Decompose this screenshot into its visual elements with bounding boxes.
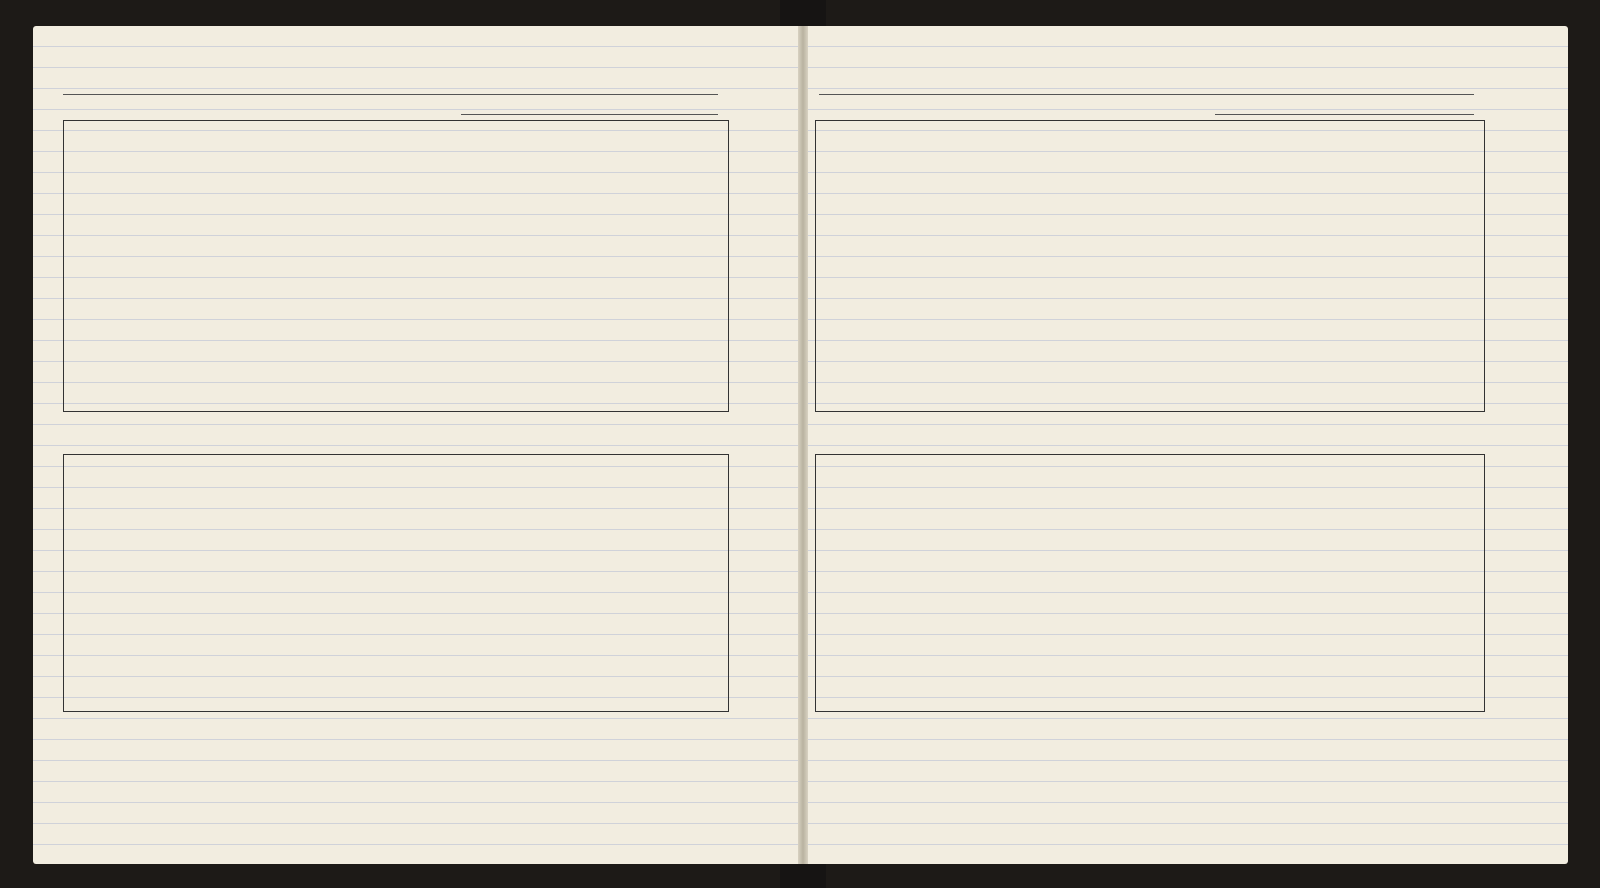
log-table-pm [815, 454, 1485, 712]
date-rule [461, 114, 718, 115]
left-page [33, 26, 803, 864]
log-table-pm [63, 454, 729, 712]
page-gutter [798, 26, 808, 864]
header-rule [819, 94, 1474, 95]
header-rule [63, 94, 718, 95]
right-page [803, 26, 1568, 864]
log-table-am [63, 120, 729, 412]
date-rule [1215, 114, 1474, 115]
log-table-am [815, 120, 1485, 412]
